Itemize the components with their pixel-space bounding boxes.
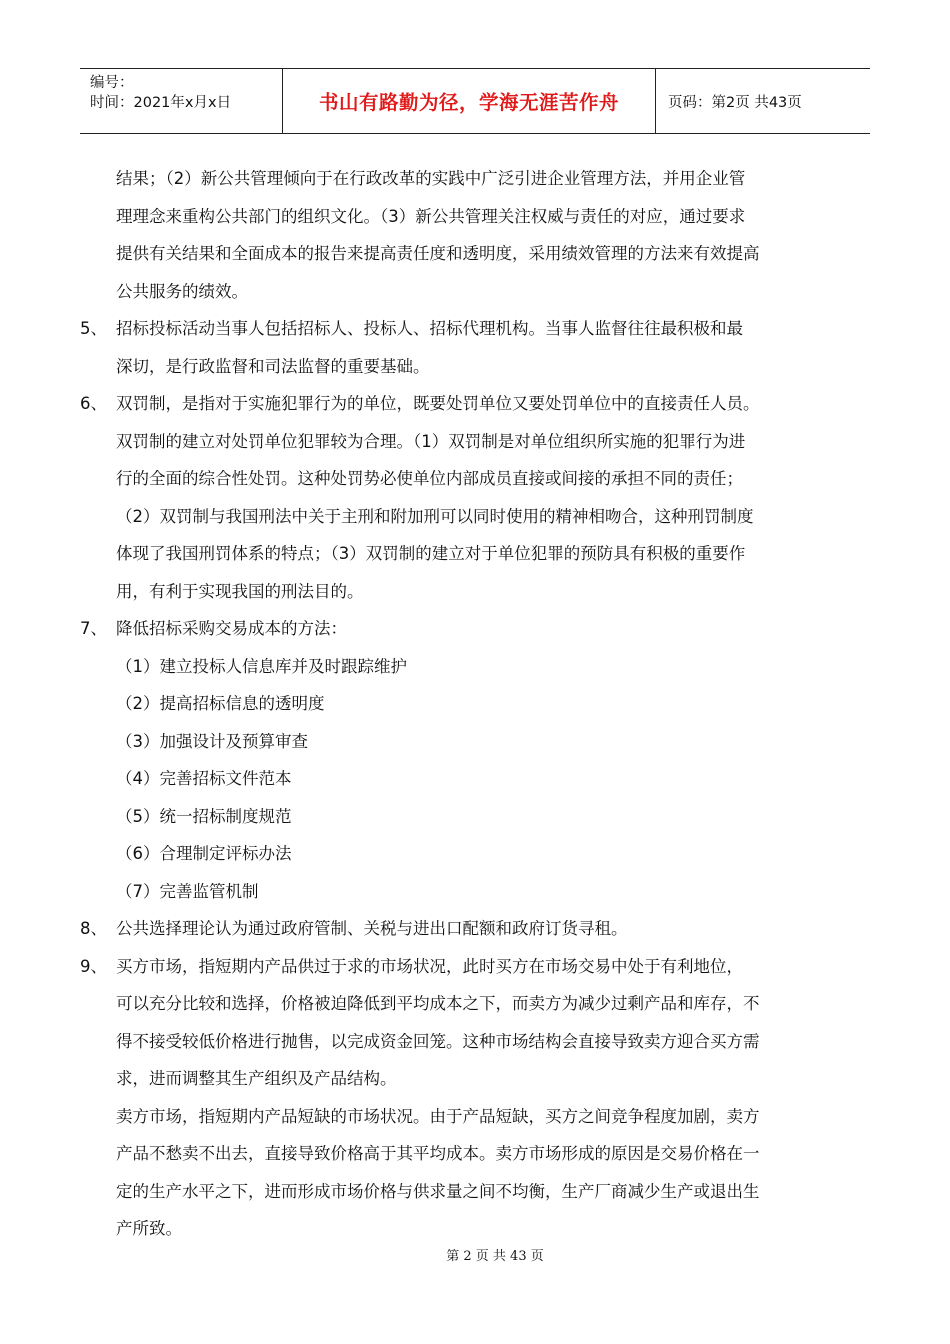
- sub-list-item: （2）提高招标信息的透明度: [116, 694, 325, 713]
- time-label: 时间：2021年x月x日: [90, 95, 232, 111]
- slogan: 书山有路勤为径，学海无涯苦作舟: [318, 91, 619, 114]
- text-line: 公共选择理论认为通过政府管制、关税与进出口配额和政府订货寻租。: [116, 919, 628, 938]
- list-item-8: [80, 910, 875, 948]
- item-number: 5、: [80, 319, 107, 338]
- text-line: 提供有关结果和全面成本的报告来提高责任度和透明度，采用绩效管理的方法来有效提高: [116, 244, 760, 263]
- list-item-7: [80, 610, 875, 648]
- list-item-9: [80, 948, 875, 1098]
- text-line: 理理念来重构公共部门的组织文化。（3）新公共管理关注权威与责任的对应，通过要求: [116, 206, 746, 226]
- item-title: 降低招标采购交易成本的方法：: [116, 619, 347, 638]
- sub-list-item: （1）建立投标人信息库并及时跟踪维护: [116, 656, 407, 676]
- item-number: 8、: [80, 919, 107, 938]
- sub-list-item: （5）统一招标制度规范: [116, 806, 292, 826]
- sub-list-item: （4）完善招标文件范本: [116, 769, 292, 788]
- text-line: 求，进而调整其生产组织及产品结构。: [116, 1069, 397, 1088]
- document-header: [80, 68, 870, 134]
- text-line: 卖方市场，指短期内产品短缺的市场状况。由于产品短缺，买方之间竞争程度加剧，卖方: [116, 1106, 760, 1126]
- item-number: 6、: [80, 394, 107, 413]
- header-meta: [80, 69, 282, 133]
- header-slogan-cell: [282, 69, 656, 133]
- text-line: 招标投标活动当事人包括招标人、投标人、招标代理机构。当事人监督往往最积极和最: [116, 319, 743, 338]
- serial-label: 编号：: [90, 75, 134, 91]
- text-line: 得不接受较低价格进行抛售，以完成资金回笼。这种市场结构会直接导致卖方迎合买方需: [116, 1031, 760, 1051]
- text-line: 双罚制，是指对于实施犯罪行为的单位，既要处罚单位又要处罚单位中的直接责任人员。: [116, 394, 760, 413]
- page-footer: [0, 1245, 950, 1264]
- header-page-cell: [656, 69, 870, 133]
- text-line: 深切，是行政监督和司法监督的重要基础。: [116, 356, 430, 376]
- sub-list-item: （6）合理制定评标办法: [116, 844, 292, 863]
- text-line: 买方市场，指短期内产品供过于求的市场状况，此时买方在市场交易中处于有利地位，: [116, 956, 743, 976]
- text-line: 用，有利于实现我国的刑法目的。: [116, 581, 364, 601]
- list-item-6: [80, 385, 875, 610]
- text-line: 结果；（2）新公共管理倾向于在行政改革的实践中广泛引进企业管理方法，并用企业管: [116, 169, 746, 188]
- seller-market-paragraph: [80, 1098, 875, 1248]
- text-line: 产所致。: [116, 1219, 182, 1238]
- document-body: [80, 160, 875, 1248]
- sub-list: [80, 648, 875, 911]
- item-number: 9、: [80, 956, 107, 976]
- sub-list-item: （7）完善监管机制: [116, 881, 259, 901]
- text-line: 双罚制的建立对处罚单位犯罪较为合理。（1）双罚制是对单位组织所实施的犯罪行为进: [116, 431, 746, 451]
- text-line: 定的生产水平之下，进而形成市场价格与供求量之间不均衡，生产厂商减少生产或退出生: [116, 1181, 760, 1201]
- text-line: 可以充分比较和选择，价格被迫降低到平均成本之下，而卖方为减少过剩产品和库存，不: [116, 994, 760, 1013]
- text-line: 公共服务的绩效。: [116, 281, 248, 301]
- sub-list-item: （3）加强设计及预算审查: [116, 731, 308, 751]
- text-line: （2）双罚制与我国刑法中关于主刑和附加刑可以同时使用的精神相吻合，这种刑罚制度: [116, 506, 754, 526]
- item-number: 7、: [80, 619, 107, 638]
- intro-paragraph: [80, 160, 875, 310]
- footer-page-number: 第 2 页 共 43 页: [446, 1249, 544, 1264]
- text-line: 产品不愁卖不出去，直接导致价格高于其平均成本。卖方市场形成的原因是交易价格在一: [116, 1144, 760, 1163]
- page-info: 页码：第2页 共43页: [668, 94, 802, 111]
- text-line: 行的全面的综合性处罚。这种处罚势必使单位内部成员直接或间接的承担不同的责任；: [116, 469, 743, 488]
- text-line: 体现了我国刑罚体系的特点；（3）双罚制的建立对于单位犯罪的预防具有积极的重要作: [116, 544, 746, 563]
- list-item-5: [80, 310, 875, 385]
